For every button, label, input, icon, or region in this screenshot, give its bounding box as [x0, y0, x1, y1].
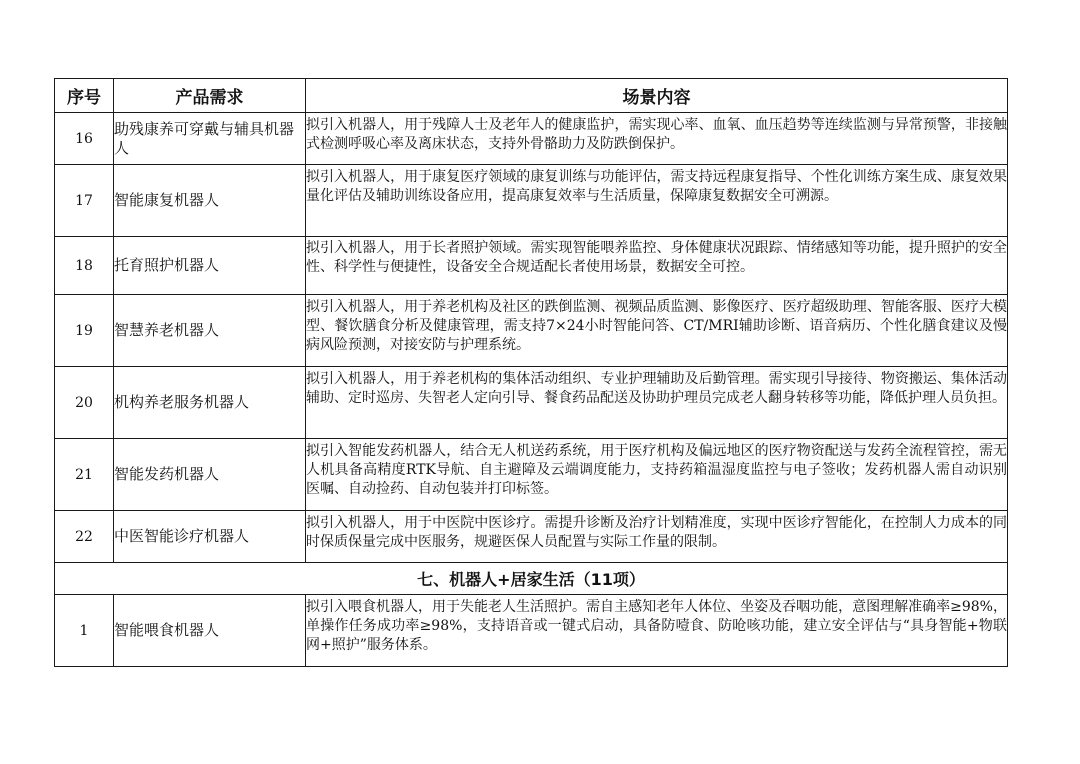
row-product: 助残康养可穿戴与辅具机器人 — [114, 113, 306, 165]
section-row — [55, 563, 1008, 595]
row-seq: 21 — [55, 439, 114, 511]
table-row — [55, 165, 1008, 237]
header-seq: 序号 — [55, 79, 114, 113]
row-scene — [306, 595, 1008, 667]
row-scene-text: 拟引入机器人，用于康复医疗领域的康复训练与功能评估，需支持远程康复指导、个性化训练方案生成、康复效果量化评估及辅助训练设备应用，提高康复效率与生活质量，保障康复数据安全可溯源。 — [306, 169, 1007, 204]
row-seq: 16 — [55, 113, 114, 165]
row-scene-text: 拟引入机器人，用于长者照护领域。需实现智能喂养监控、身体健康状况跟踪、情绪感知等功能，提升照护的安全性、科学性与便捷性，设备安全合规适配长者使用场景，数据安全可控。 — [306, 240, 1007, 275]
table-row — [55, 439, 1008, 511]
table-row — [55, 113, 1008, 165]
row-scene-text: 拟引入机器人，用于养老机构及社区的跌倒监测、视频品质监测、影像医疗、医疗超级助理、智能客服、医疗大模型、餐饮膳食分析及健康管理，需支持7×24小时智能问答、CT/MRI辅助诊断、语音病历、个性化膳食建议及慢病风险预测，对接安防与护理系统。 — [306, 299, 1007, 353]
row-scene — [306, 237, 1008, 295]
table-row — [55, 367, 1008, 439]
row-scene — [306, 113, 1008, 165]
row-scene — [306, 367, 1008, 439]
table-row — [55, 595, 1008, 667]
row-product: 中医智能诊疗机器人 — [114, 511, 306, 563]
row-product: 智能发药机器人 — [114, 439, 306, 511]
row-scene — [306, 165, 1008, 237]
row-scene-text: 拟引入机器人，用于养老机构的集体活动组织、专业护理辅助及后勤管理。需实现引导接待、物资搬运、集体活动辅助、定时巡房、失智老人定向引导、餐食药品配送及协助护理员完成老人翻身转移等功能，降低护理人员负担。 — [306, 371, 1007, 406]
header-scene: 场景内容 — [306, 79, 1008, 113]
table-row — [55, 511, 1008, 563]
row-scene — [306, 439, 1008, 511]
row-scene-text: 拟引入智能发药机器人，结合无人机送药系统，用于医疗机构及偏远地区的医疗物资配送与发药全流程管控，需无人机具备高精度RTK导航、自主避障及云端调度能力，支持药箱温湿度监控与电子签收；发药机器人需自动识别医嘱、自动捡药、自动包装并打印标签。 — [306, 443, 1007, 497]
row-scene — [306, 511, 1008, 563]
table-row — [55, 295, 1008, 367]
row-seq: 18 — [55, 237, 114, 295]
row-seq: 20 — [55, 367, 114, 439]
table-row — [55, 237, 1008, 295]
row-product: 托育照护机器人 — [114, 237, 306, 295]
row-seq: 22 — [55, 511, 114, 563]
row-scene — [306, 295, 1008, 367]
row-product: 智能康复机器人 — [114, 165, 306, 237]
section-title: 七、机器人+居家生活（11项） — [55, 563, 1008, 595]
row-scene-text: 拟引入机器人，用于中医院中医诊疗。需提升诊断及治疗计划精准度，实现中医诊疗智能化，在控制人力成本的同时保质保量完成中医服务，规避医保人员配置与实际工作量的限制。 — [306, 515, 1007, 550]
requirements-table — [54, 78, 1008, 667]
row-seq: 1 — [55, 595, 114, 667]
header-product: 产品需求 — [114, 79, 306, 113]
row-product: 智慧养老机器人 — [114, 295, 306, 367]
row-seq: 17 — [55, 165, 114, 237]
row-product: 机构养老服务机器人 — [114, 367, 306, 439]
row-product: 智能喂食机器人 — [114, 595, 306, 667]
row-seq: 19 — [55, 295, 114, 367]
row-scene-text: 拟引入机器人，用于残障人士及老年人的健康监护，需实现心率、血氧、血压趋势等连续监测与异常预警，非接触式检测呼吸心率及离床状态，支持外骨骼助力及防跌倒保护。 — [306, 117, 1007, 152]
row-scene-text: 拟引入喂食机器人，用于失能老人生活照护。需自主感知老年人体位、坐姿及吞咽功能，意图理解准确率≥98%，单操作任务成功率≥98%，支持语音或一键式启动，具备防噎食、防呛咳功能，建立安全评估与“具身智能+物联网+照护”服务体系。 — [306, 599, 1007, 653]
table-header-row — [55, 79, 1008, 113]
